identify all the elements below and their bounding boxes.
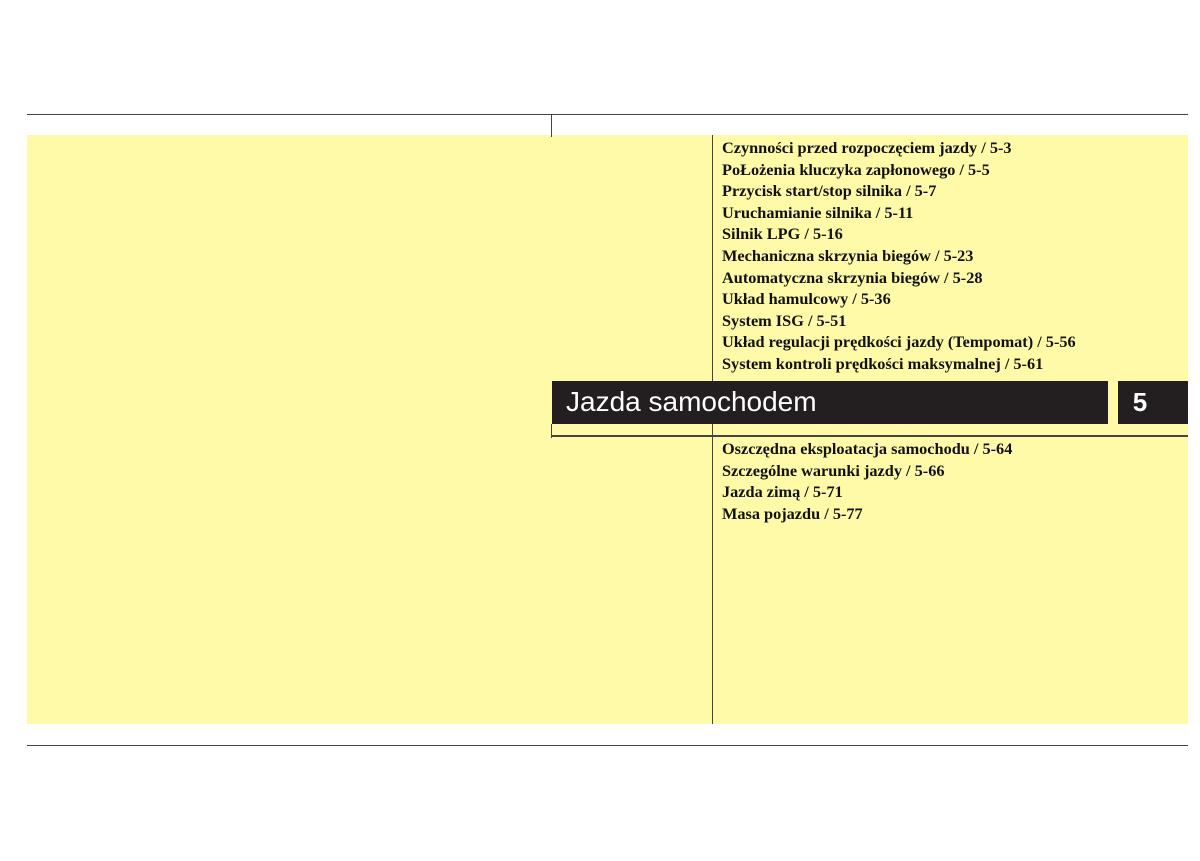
chapter-number: 5	[1132, 387, 1148, 417]
toc-list-top	[722, 137, 1076, 375]
toc-item[interactable]: System kontroli prędkości maksymalnej / 5-61	[722, 353, 1044, 373]
chapter-number-tab	[1118, 381, 1188, 424]
toc-item[interactable]: Układ regulacji prędkości jazdy (Tempomat) / 5-56	[722, 332, 1076, 352]
toc-item[interactable]: System ISG / 5-51	[722, 310, 847, 330]
toc-item[interactable]: Mechaniczna skrzynia biegów / 5-23	[722, 245, 974, 265]
toc-item[interactable]: Szczególne warunki jazdy / 5-66	[722, 460, 945, 480]
chapter-bar-underline	[551, 435, 1188, 437]
chapter-title: Jazda samochodem	[566, 386, 817, 417]
toc-item[interactable]: Silnik LPG / 5-16	[722, 224, 843, 244]
toc-item[interactable]: Masa pojazdu / 5-77	[722, 503, 863, 523]
toc-item[interactable]: Uruchamianie silnika / 5-11	[722, 202, 914, 222]
toc-item[interactable]: PoŁożenia kluczyka zapłonowego / 5-5	[722, 159, 990, 179]
toc-item[interactable]: Układ hamulcowy / 5-36	[722, 289, 891, 309]
toc-item[interactable]: Czynności przed rozpoczęciem jazdy / 5-3	[722, 138, 1012, 157]
toc-item[interactable]: Przycisk start/stop silnika / 5-7	[722, 181, 937, 201]
bottom-rule	[27, 745, 1188, 746]
chapter-title-bar	[552, 381, 1108, 424]
toc-item[interactable]: Oszczędna eksploatacja samochodu / 5-64	[722, 439, 1013, 458]
top-rule	[27, 114, 1188, 115]
toc-list-bottom	[722, 438, 1012, 524]
toc-item[interactable]: Automatyczna skrzynia biegów / 5-28	[722, 267, 983, 287]
left-divider	[551, 114, 552, 137]
toc-divider	[712, 135, 713, 724]
toc-item[interactable]: Jazda zimą / 5-71	[722, 482, 843, 502]
